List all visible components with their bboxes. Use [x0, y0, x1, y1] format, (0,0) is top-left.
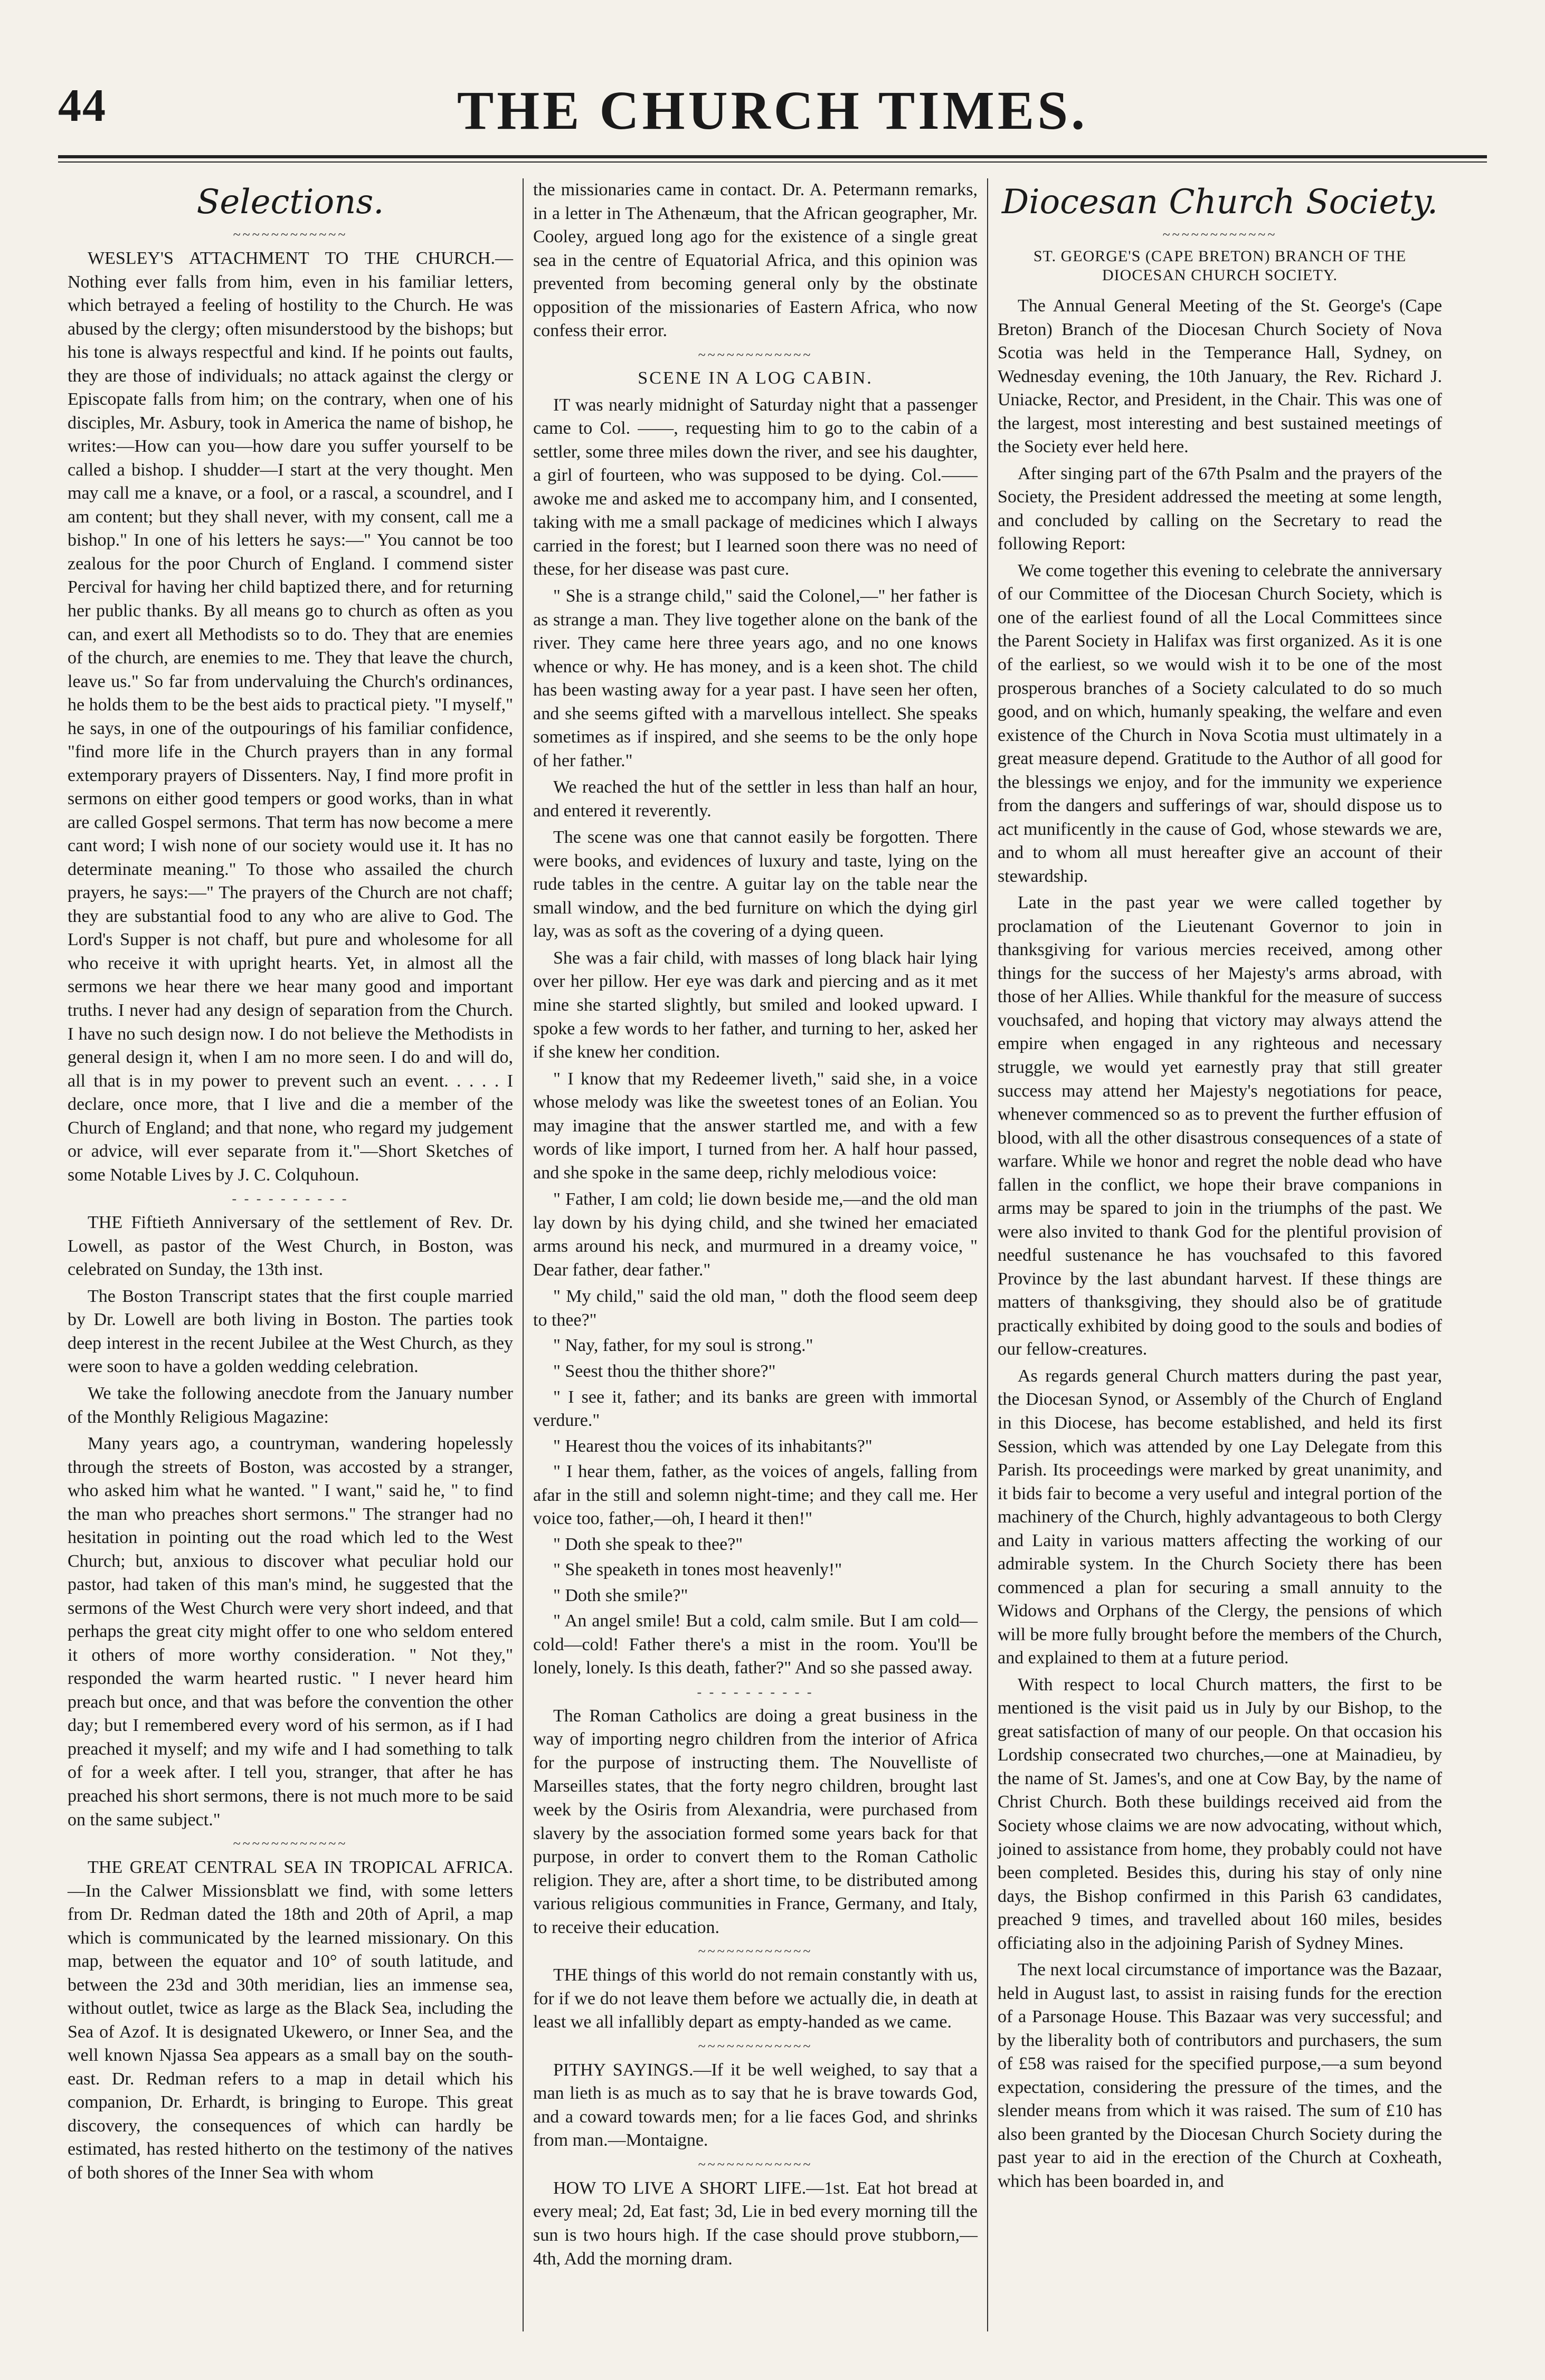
society-para: Late in the past year we were called together by proclamation of the Lieutenant Governor to join in thanksgiving for various mercies received, among other things for the success of her Majesty's arms abroad, with those of her Allies. While thankful for the measure of success vouchsafed, and hoping that victory may always attend the empire when engaged in any righteous and necessary struggle, we would yet earnestly pray that still greater success may attend her Majesty's negotiations for peace, whenever commenced so as to prevent the further effusion of blood, with all the other disastrous consequences of a state of warfare. While we honor and regret the noble dead who have fallen in the conflict, we hope their brave companions in arms may be spared to join in the triumphs of the past. We were also invited to thank God for the plentiful provision of needful sustenance he has vouchsafed to this favored Province by the last abundant harvest. If these things are matters of thanksgiving, they should also be of gratitude practically exhibited by doing good to the souls and bodies of our fellow-creatures. [998, 893, 1442, 1359]
columns [58, 178, 1487, 2331]
masthead [58, 79, 1487, 142]
society-para: As regards general Church matters during the past year, the Diocesan Synod, or Assembly of the Church of England in this Diocese, has become established, and held its first Session, which was attended by one Lay Delegate from this Parish. Its proceedings were marked by great unanimity, and it bids fair to become a very useful and integral portion of the machinery of the Church, highly advantageous to both Clergy and Laity in various matters affecting the working of our admirable system. In the Church Society there has been commenced a plan for securing a small annuity to the Widows and Orphans of the Clergy, the pensions of which will be more fully brought before the members of the Church, and explained to them at a future period. [998, 1366, 1442, 1668]
separator: ~~~~~~~~~~~~ [698, 2038, 813, 2054]
society-para: The next local circumstance of importance was the Bazaar, held in August last, to assist in raising funds for the erection of a Parsonage House. This Bazaar was very successful; and by the liberality both of contributors and purchasers, the sum of £58 was raised for the specified purpose,—a sum beyond expectation, considering the pressure of the times, and the slender means from which it was raised. The sum of £10 has also been granted by the Diocesan Church Society during the past year to aid in the erection of the Church at Coxheath, which has been boarded in, and [998, 1960, 1442, 2191]
article-short-life: HOW TO LIVE A SHORT LIFE.—1st. Eat hot bread at every meal; 2d, Eat fast; 3d, Lie in bed every morning till the sun is two hours high. If the case should prove stubborn,—4th, Add the morning dram. [533, 2178, 978, 2269]
society-para: The Annual General Meeting of the St. George's (Cape Breton) Branch of the Diocesan Church Society of Nova Scotia was held in the Temperance Hall, Sydney, on Wednesday evening, the 10th January, the Rev. Richard J. Uniacke, Rector, and President, in the Chair. This was one of the largest, most interesting and best sustained meetings of the Society ever held here. [998, 296, 1442, 457]
masthead-rule-thick [58, 155, 1487, 158]
log-cabin-heading: SCENE IN A LOG CABIN. [638, 368, 873, 388]
diocesan-society-subheading: ST. GEORGE'S (CAPE BRETON) BRANCH OF THE DIOCESAN CHURCH SOCIETY. [1033, 247, 1407, 284]
log-cabin-para: " I know that my Redeemer liveth," said she, in a voice whose melody was like the sweetest tones of an Eolian. You may imagine that the answer startled me, and with a few words of like import, I turned from her. A half hour passed, and she spoke in the same deep, richly melodious voice: [533, 1069, 978, 1183]
log-cabin-dialogue: " My child," said the old man, " doth the flood seem deep to thee?" [533, 1287, 978, 1330]
masthead-rule-thin [58, 161, 1487, 163]
log-cabin-para: " An angel smile! But a cold, calm smile. But I am cold—cold—cold! Father there's a mist in the room. You'll be lonely, lonely. Is this death, father?" And so she passed away. [533, 1611, 978, 1678]
society-para: We come together this evening to celebrate the anniversary of our Committee of the Diocesan Church Society, which is one of the earliest found of all the Local Committees since the Parent Society in Halifax was first organized. As it is one of the earliest, so we would wish it to be one of the most prosperous branches of a Society calculated to do so much good, and on which, humanly speaking, the welfare and even existence of the Church in Nova Scotia must ultimately in a great measure depend. Gratitude to the Author of all good for the blessings we enjoy, and for the immunity we experience from the dangers and sufferings of war, should dispose us to act munificently in the cause of God, whose stewards we are, and to whom all must hereafter give an account of their stewardship. [998, 560, 1442, 886]
separator: - - - - - - - - - - [697, 1684, 814, 1700]
log-cabin-dialogue: " She speaketh in tones most heavenly!" [553, 1560, 842, 1580]
log-cabin-para: IT was nearly midnight of Saturday night that a passenger came to Col. ——, requesting him to go to the cabin of a settler, some three miles down the river, and see his daughter, a girl of fourteen, who was supposed to be dying. Col.—— awoke me and asked me to accompany him, and I consented, taking with me a small package of medicines which I always carried in the forest; but I learned soon there was no need of these, for her disease was past cure. [533, 395, 978, 579]
article-pithy-sayings: PITHY SAYINGS.—If it be well weighed, to say that a man lieth is as much as to say that he is brave towards God, and a coward towards men; for a lie faces God, and shrinks from man.—Montaigne. [533, 2060, 978, 2150]
log-cabin-dialogue: " Hearest thou the voices of its inhabitants?" [553, 1436, 873, 1456]
column-3 [987, 178, 1452, 2331]
separator: ~~~~~~~~~~~~ [698, 347, 813, 363]
log-cabin-dialogue: " Doth she speak to thee?" [553, 1534, 743, 1554]
society-para: With respect to local Church matters, the first to be mentioned is the visit paid us in July by our Bishop, to the great satisfaction of many of our people. On that occasion his Lordship consecrated two churches,—one at Mainadieu, by the name of St. James's, and one at Cow Bay, by the name of Christ Church. Both these buildings received aid from the Society whose claims we are now advocating, without which, joined to assistance from home, they probably could not have been completed. Besides this, during his stay of only nine days, the Bishop confirmed in this Parish 63 candidates, preached 9 times, and travelled about 160 miles, besides officiating also in the adjoining Parish of Sydney Mines. [998, 1674, 1442, 1953]
log-cabin-para: The scene was one that cannot easily be forgotten. There were books, and evidences of luxury and taste, lying on the rude tables in the centre. A guitar lay on the table near the small window, and the bed furniture on which the dying girl lay, was as soft as the covering of a dying queen. [533, 827, 978, 941]
article-lowell-anniversary: THE Fiftieth Anniversary of the settlement of Rev. Dr. Lowell, as pastor of the West Church, in Boston, was celebrated on Sunday, the 13th inst. [68, 1213, 513, 1280]
separator: ~~~~~~~~~~~~ [1162, 227, 1277, 242]
log-cabin-para: She was a fair child, with masses of long black hair lying over her pillow. Her eye was dark and piercing and as it met mine she started slightly, but smiled and looked upward. I spoke a few words to her father, and turning to her, asked her if she knew her condition. [533, 948, 978, 1062]
log-cabin-para: " She is a strange child," said the Colonel,—" her father is as strange a man. They live together alone on the bank of the river. They came here three years ago, and no one knows whence or why. He has money, and is a keen shot. The child has been wasting away for a year past. I have seen her often, and she seems gifted with a marvellous intellect. She speaks sometimes as if inspired, and she seems to be the only hope of her father." [533, 586, 978, 770]
column-2 [523, 178, 987, 2331]
article-anecdote-intro: We take the following anecdote from the January number of the Monthly Religious Magazine: [68, 1383, 513, 1427]
article-short-sermons: Many years ago, a countryman, wandering hopelessly through the streets of Boston, was accosted by a stranger, who asked him what he wanted. " I want," said he, " to find the man who preaches short sermons." The stranger had no hesitation in pointing out the road which led to the West Church; but, anxious to discover what peculiar hold our pastor, had taken of this man's mind, he suggested that the sermons of the West Church were very short indeed, and that perhaps the great city might offer to one who seldom entered it others of more worthy consideration. " Not they," responded the warm hearted rustic. " I never heard him preach but once, and that was before the convention the other day; but I remembered every word of his sermon, as if I had preached it myself; and my wife and I had something to talk of for a week after. I tell you, stranger, that after he has preached his short sermons, there is not much more to be said on the same subject." [68, 1434, 513, 1830]
separator: ~~~~~~~~~~~~ [233, 1836, 348, 1852]
separator: ~~~~~~~~~~~~ [698, 1944, 813, 1959]
separator: ~~~~~~~~~~~~ [698, 2156, 813, 2172]
log-cabin-dialogue: " Seest thou the thither shore?" [553, 1361, 776, 1381]
log-cabin-dialogue: " Nay, father, for my soul is strong." [553, 1336, 813, 1356]
log-cabin-para: We reached the hut of the settler in less than half an hour, and entered it reverently. [533, 777, 978, 821]
log-cabin-dialogue: " Doth she smile?" [553, 1585, 688, 1605]
article-roman-catholics: The Roman Catholics are doing a great business in the way of importing negro children from the interior of Africa for the purpose of instructing them. The Nouvelliste of Marseilles states, that the forty negro children, brought last week by the Osiris from Alexandria, were purchased from slavery by the association formed some years back for that purpose, in order to convert them to the Roman Catholic religion. They are, after a short time, to be distributed among various religious communities in France, Germany, and Italy, to receive their education. [533, 1706, 978, 1937]
article-wesley: WESLEY'S ATTACHMENT TO THE CHURCH.—Nothing ever falls from him, even in his familiar letters, which betrayed a feeling of hostility to the Church. He was abused by the clergy; often misunderstood by the bishops; but his tone is always respectful and kind. If he points out faults, they are those of individuals; no attack against the clergy or Episcopate falls from him; on the contrary, when one of his disciples, Mr. Asbury, took in America the name of bishop, he writes:—How can you—how dare you suffer yourself to be called a bishop. I shudder—I start at the very thought. Men may call me a knave, or a fool, or a rascal, a scoundrel, and I am content; but they shall never, with my consent, call me a bishop." In one of his letters he says:—" You cannot be too zealous for the poor Church of England. I commend sister Percival for having her child baptized there, and for returning her public thanks. By all means go to church as often as you can, and exert all Methodists so to do. They that are enemies of the church, are enemies to me. They that leave the church, leave us." So far from undervaluing the Church's ordinances, he holds them to be the best aids to practical piety. "I myself," he says, in one of the outpourings of his familiar confidence, "find more life in the Church prayers than in any formal extemporary prayers of Dissenters. Nay, I find more profit in sermons on either good tempers or good works, than in what are called Gospel sermons. That term has now become a mere cant word; I wish none of our society would use it. It has no determinate meaning." To those who assailed the church prayers, he says:—" The prayers of the Church are not chaff; they are substantial food to any who are alive to God. The Lord's Supper is not chaff, but pure and wholesome for all who receive it with upright hearts. Yet, in almost all the sermons we hear there we hear many good and important truths. I never had any design of separation from the Church. I have no such design now. I do not believe the Methodists in general design it, when I am no more seen. I do and will do, all that is in my power to prevent such an event. . . . . I declare, once more, that I live and die a member of the Church of England; and that none, who regard my judgement or advice, will ever separate from it."—Short Sketches of some Notable Lives by J. C. Colquhoun. [68, 249, 513, 1185]
log-cabin-dialogue: " I see it, father; and its banks are green with immortal verdure." [533, 1387, 978, 1431]
article-things-of-world: THE things of this world do not remain constantly with us, for if we do not leave them before we actually die, in death at least we all infallibly depart as empty-handed as we came. [533, 1965, 978, 2032]
separator: - - - - - - - - - - [232, 1191, 349, 1207]
selections-heading: Selections. [196, 183, 384, 222]
column-1 [58, 178, 523, 2331]
separator: ~~~~~~~~~~~~ [233, 227, 348, 242]
log-cabin-dialogue: " I hear them, father, as the voices of angels, falling from afar in the still and solemn night-time; and they call me. Her voice too, father,—oh, I heard it then!" [533, 1462, 978, 1529]
article-central-sea: THE GREAT CENTRAL SEA IN TROPICAL AFRICA. —In the Calwer Missionsblatt we find, with some letters from Dr. Redman dated the 18th and 20th of April, a map which is communicated by the learned missionary. On this map, between the equator and 10° of south latitude, and between the 23d and 30th meridian, lies an immense sea, without outlet, twice as large as the Black Sea, including the Sea of Azof. It is designated Ukewero, or Inner Sea, and the well known Njassa Sea appears as a small bay on the south-east. Dr. Redman refers to a map in detail which his companion, Dr. Erhardt, is bringing to Europe. This great discovery, the consequences of which can hardly be estimated, has rested hitherto on the testimony of the natives of both shores of the Inner Sea with whom [68, 1858, 513, 2183]
log-cabin-para: " Father, I am cold; lie down beside me,—and the old man lay down by his dying child, and she twined her emaciated arms around his neck, and murmured in a dreamy voice, " Dear father, dear father." [533, 1189, 978, 1280]
article-central-sea-continued: the missionaries came in contact. Dr. A. Petermann remarks, in a letter in The Athenæum, that the African geographer, Mr. Cooley, argued long ago for the existence of a single great sea in the centre of Equatorial Africa, and this opinion was prevented from becoming general only by the obstinate opposition of the missionaries of Eastern Africa, who now confess their error. [533, 180, 978, 341]
society-para: After singing part of the 67th Psalm and the prayers of the Society, the President addressed the meeting at some length, and concluded by calling on the Secretary to read the following Report: [998, 463, 1442, 554]
newspaper-title: THE CHURCH TIMES. [457, 80, 1088, 141]
article-boston-transcript: The Boston Transcript states that the first couple married by Dr. Lowell are both living in Boston. The parties took deep interest in the recent Jubilee at the West Church, as they were soon to have a golden wedding celebration. [68, 1286, 513, 1377]
diocesan-society-heading: Diocesan Church Society. [1001, 183, 1438, 222]
page-number: 44 [58, 80, 107, 131]
